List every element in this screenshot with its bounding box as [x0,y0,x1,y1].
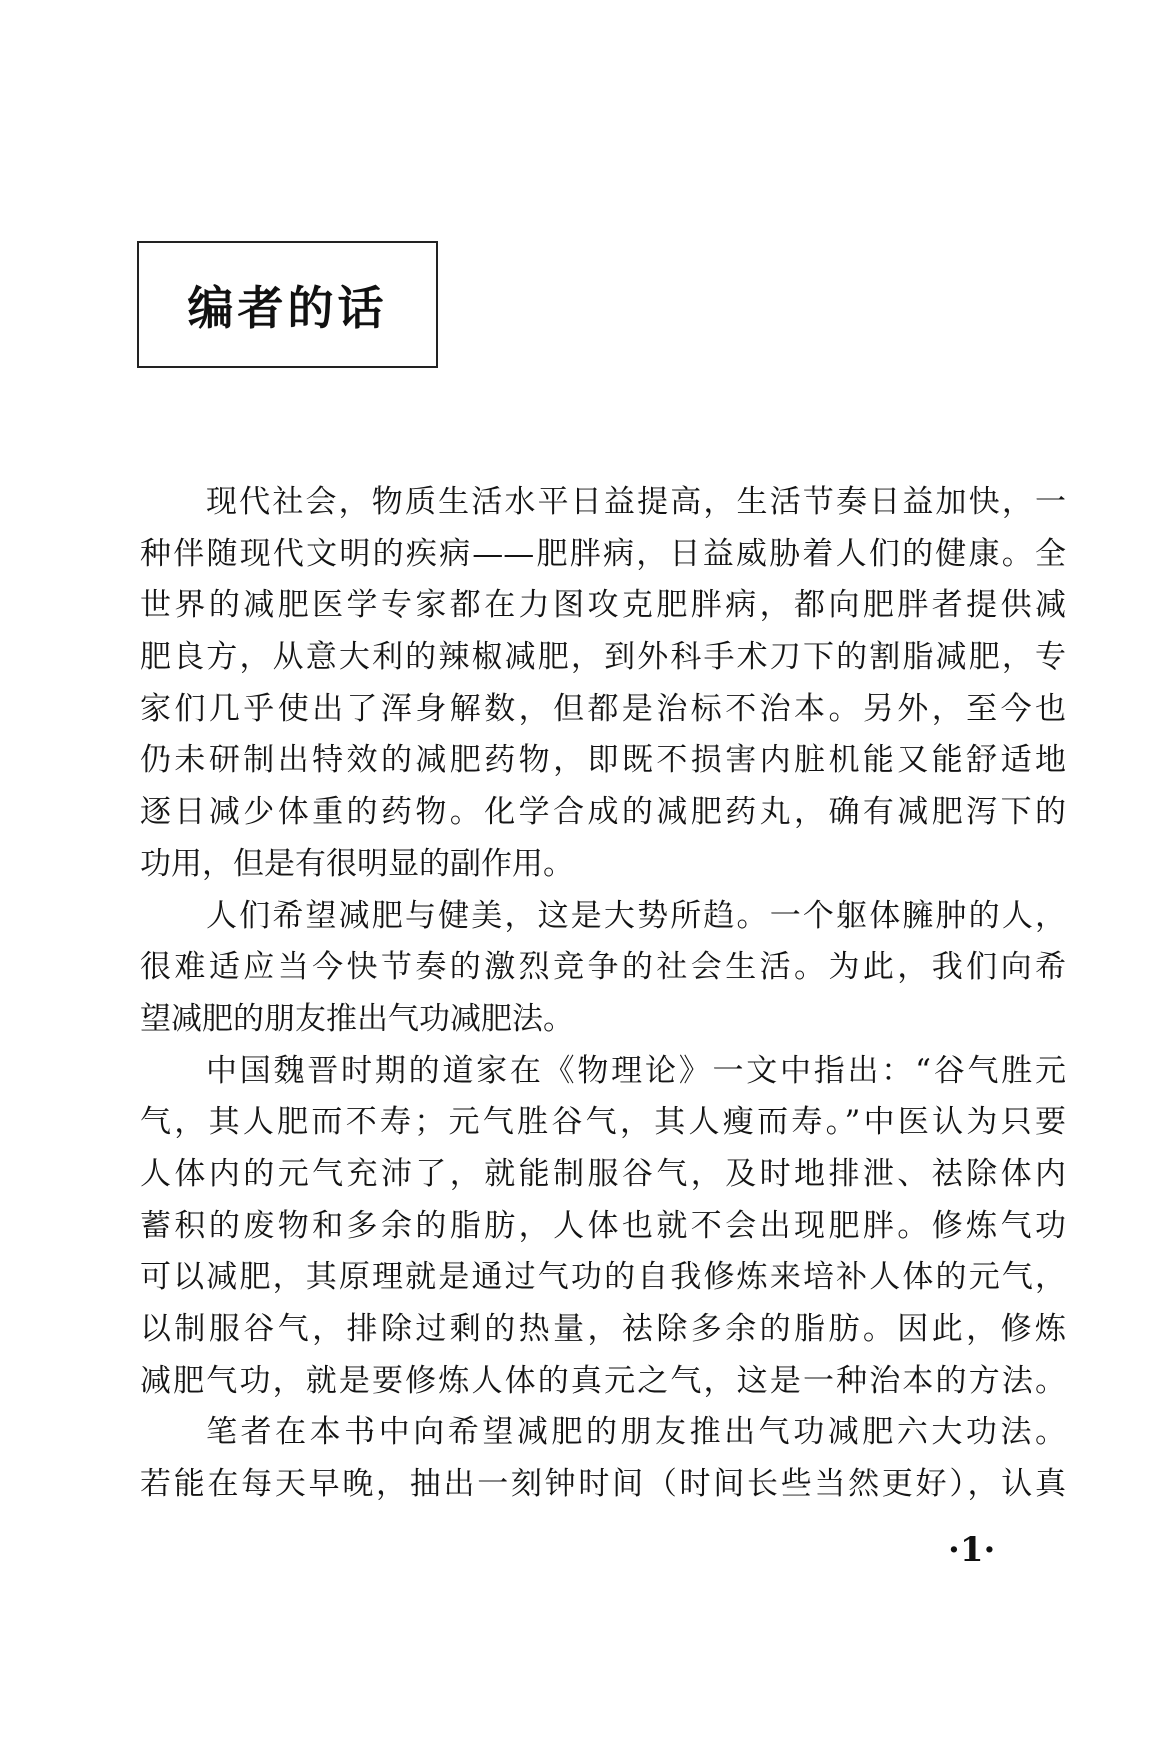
text-line: 可以减肥，其原理就是通过气功的自我修炼来培补人体的元气， [140,1259,1066,1296]
text-line: 肥良方，从意大利的辣椒减肥，到外科手术刀下的割脂减肥，专 [140,639,1066,676]
body-text [140,477,1066,1511]
paragraph [140,1407,1066,1510]
paragraph [140,477,1066,891]
text-line: 若能在每天早晚，抽出一刻钟时间（时间长些当然更好），认真 [140,1466,1066,1503]
section-title: 编者的话 [187,280,388,335]
paragraph [140,891,1066,1046]
text-line: 现代社会，物质生活水平日益提高，生活节奏日益加快，一 [206,484,1066,520]
text-line: 气，其人肥而不寿；元气胜谷气，其人瘦而寿。”中医认为只要 [140,1104,1066,1141]
text-line: 世界的减肥医学专家都在力图攻克肥胖病，都向肥胖者提供减 [140,587,1066,624]
text-line: 仍未研制出特效的减肥药物，即既不损害内脏机能又能舒适地 [140,742,1066,779]
text-line: 很难适应当今快节奏的激烈竞争的社会生活。为此，我们向希 [140,949,1066,986]
section-title-box [137,241,438,368]
text-line: 中国魏晋时期的道家在《物理论》一文中指出：“谷气胜元 [206,1052,1066,1089]
text-line: 蓄积的废物和多余的脂肪，人体也就不会出现肥胖。修炼气功 [140,1207,1066,1244]
text-line: 以制服谷气，排除过剩的热量，祛除多余的脂肪。因此，修炼 [140,1311,1066,1347]
text-line: 家们几乎使出了浑身解数，但都是治标不治本。另外，至今也 [140,690,1066,727]
text-line: 逐日减少体重的药物。化学合成的减肥药丸，确有减肥泻下的 [140,794,1066,831]
page-number: ·1· [948,1530,996,1570]
text-line: 人体内的元气充沛了，就能制服谷气，及时地排泄、祛除体内 [140,1155,1066,1192]
text-line: 人们希望减肥与健美，这是大势所趋。一个躯体臃肿的人， [206,897,1066,934]
text-line: 种伴随现代文明的疾病——肥胖病，日益威胁着人们的健康。全 [140,535,1066,572]
paragraph [140,1046,1066,1408]
text-line: 望减肥的朋友推出气功减肥法。 [140,1000,574,1037]
text-line: 笔者在本书中向希望减肥的朋友推出气功减肥六大功法。 [206,1414,1066,1451]
text-line: 减肥气功，就是要修炼人体的真元之气，这是一种治本的方法。 [140,1362,1066,1399]
text-line: 功用，但是有很明显的副作用。 [140,845,574,882]
